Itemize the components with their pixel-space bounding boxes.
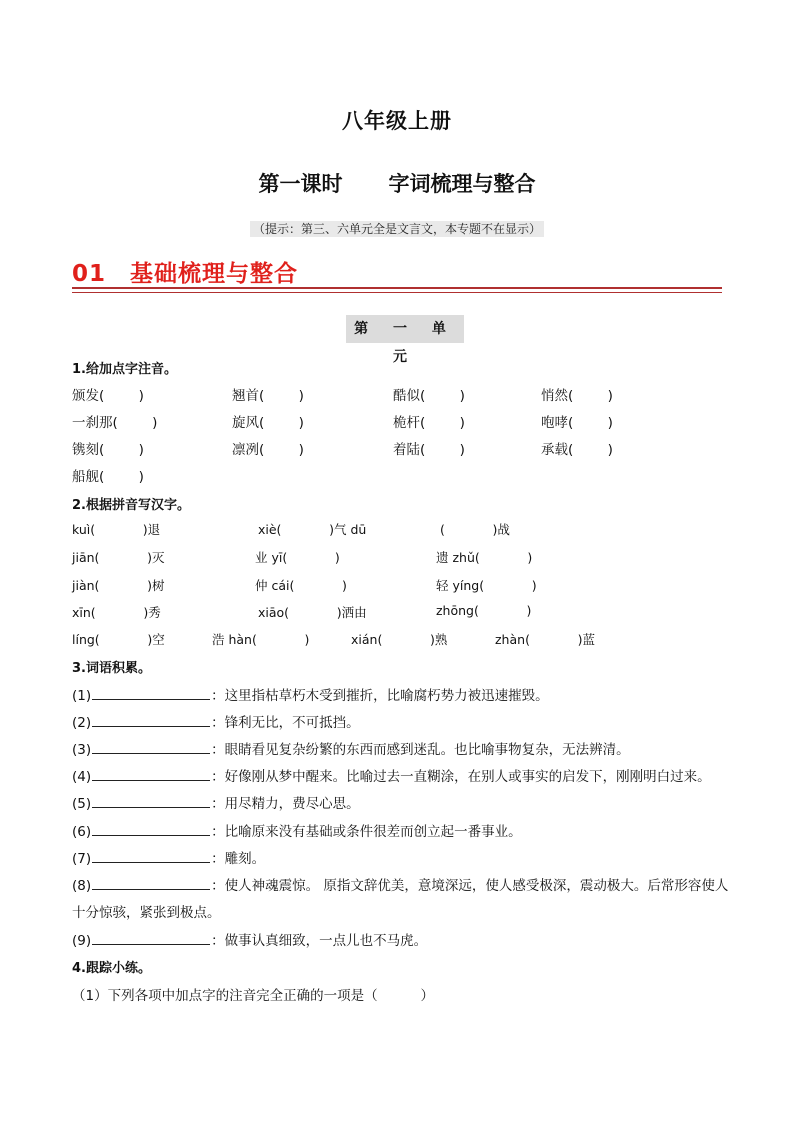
q2-item: 仲 cái( ) xyxy=(255,578,347,593)
lesson-title xyxy=(0,168,794,198)
q2-item: zhōng( ) xyxy=(436,603,532,618)
q1-row xyxy=(0,411,794,431)
section-rule-thin xyxy=(72,292,722,293)
hint-note: （提示：第三、六单元全是文言文，本专题不在显示） xyxy=(0,220,794,237)
q2-item: 浩 hàn( ) xyxy=(212,632,310,647)
answer-blank[interactable] xyxy=(92,713,210,727)
q2-item: 轻 yíng( ) xyxy=(436,578,537,593)
q2-row xyxy=(0,548,794,568)
q2-row xyxy=(0,630,794,650)
q2-item: xiāo( )洒由 xyxy=(258,605,367,620)
q3-item: (6) ：比喻原来没有基础或条件很差而创立起一番事业。 xyxy=(72,824,522,840)
question-4-title: 4.跟踪小练。 xyxy=(72,961,151,976)
lesson-label: 第一课时 xyxy=(258,172,343,196)
q1-item: 旋风( ) xyxy=(232,415,304,431)
q1-row xyxy=(0,465,794,485)
q2-row xyxy=(0,520,794,540)
answer-blank[interactable] xyxy=(92,931,210,945)
q2-item: xiè( )气 dū xyxy=(258,522,367,537)
question-1-title: 1.给加点字注音。 xyxy=(72,362,177,377)
q2-item: xīn( )秀 xyxy=(72,605,161,620)
q2-row xyxy=(0,603,794,623)
answer-blank[interactable] xyxy=(92,767,210,781)
q1-item: 承载( ) xyxy=(541,442,613,458)
q1-item: 酷似( ) xyxy=(393,388,465,404)
q2-row xyxy=(0,576,794,596)
unit-label: 第 一 单 元 xyxy=(346,315,464,343)
answer-blank[interactable] xyxy=(92,849,210,863)
q2-item: kuì( )退 xyxy=(72,522,161,537)
section-heading xyxy=(72,255,298,288)
q1-row xyxy=(0,438,794,458)
q2-item: zhàn( )蓝 xyxy=(495,632,596,647)
q3-item: (5) ：用尽精力，费尽心思。 xyxy=(72,796,360,812)
q1-item: 着陆( ) xyxy=(393,442,465,458)
q2-item: jiàn( )树 xyxy=(72,578,165,593)
q3-item-continuation: 十分惊骇，紧张到极点。 xyxy=(72,905,221,921)
q4-item-1: （1）下列各项中加点字的注音完全正确的一项是（ ） xyxy=(72,988,435,1004)
q2-item: 遗 zhǔ( ) xyxy=(436,550,533,565)
page-title: 八年级上册 xyxy=(342,109,452,133)
answer-blank[interactable] xyxy=(92,686,210,700)
q3-item: (8) ：使人神魂震惊。 原指文辞优美，意境深远，使人感受极深，震动极大。后常形容使人 xyxy=(72,878,729,894)
q2-item: xián( )熟 xyxy=(351,632,448,647)
q3-item: (4) ：好像刚从梦中醒来。比喻过去一直糊涂，在别人或事实的启发下，刚刚明白过来。 xyxy=(72,769,711,785)
q1-item: 翘首( ) xyxy=(232,388,304,404)
question-3-title: 3.词语积累。 xyxy=(72,661,151,676)
q2-item: ( )战 xyxy=(440,522,510,537)
answer-blank[interactable] xyxy=(92,794,210,808)
section-number: 01 xyxy=(72,261,107,287)
q3-item: (1) ：这里指枯草朽木受到摧折，比喻腐朽势力被迅速摧毁。 xyxy=(72,688,549,704)
q3-item: (9) ：做事认真细致，一点儿也不马虎。 xyxy=(72,933,428,949)
q1-item: 凛冽( ) xyxy=(232,442,304,458)
q1-item: 镌刻( ) xyxy=(72,442,144,458)
q2-item: jiān( )灭 xyxy=(72,550,165,565)
q2-item: líng( )空 xyxy=(72,632,165,647)
answer-blank[interactable] xyxy=(92,876,210,890)
answer-blank[interactable] xyxy=(92,740,210,754)
q1-item: 颁发( ) xyxy=(72,388,144,404)
q3-item: (3) ：眼睛看见复杂纷繁的东西而感到迷乱。也比喻事物复杂，无法辨清。 xyxy=(72,742,630,758)
q3-item: (7) ：雕刻。 xyxy=(72,851,266,867)
lesson-topic: 字词梳理与整合 xyxy=(388,172,536,196)
q3-item: (2) ：锋利无比，不可抵挡。 xyxy=(72,715,360,731)
answer-blank[interactable] xyxy=(92,822,210,836)
section-title: 基础梳理与整合 xyxy=(130,261,298,287)
q1-item: 一刹那( ) xyxy=(72,415,158,431)
question-2-title: 2.根据拼音写汉字。 xyxy=(72,498,190,513)
q1-item: 船舰( ) xyxy=(72,469,144,485)
q1-item: 咆哮( ) xyxy=(541,415,613,431)
q1-item: 桅杆( ) xyxy=(393,415,465,431)
q1-row xyxy=(0,384,794,404)
q1-item: 悄然( ) xyxy=(541,388,613,404)
q2-item: 业 yī( ) xyxy=(255,550,340,565)
section-rule-thick xyxy=(72,287,722,289)
